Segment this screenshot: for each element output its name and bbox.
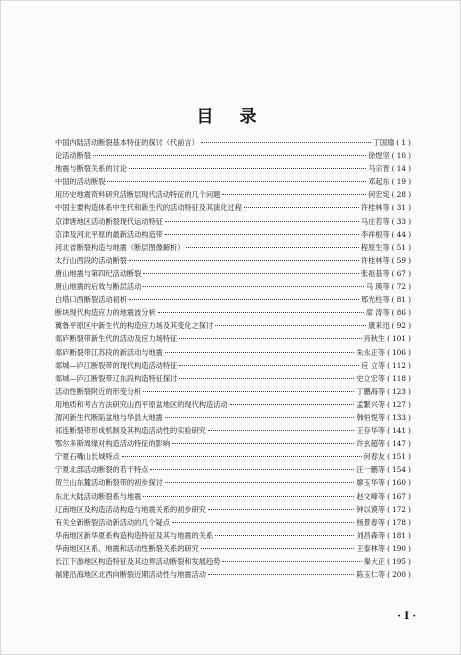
toc-entry-author: 秦大正: [363, 557, 386, 566]
dot-leader: [222, 194, 366, 195]
toc-entry[interactable]: [55, 254, 411, 267]
dot-leader: [150, 469, 354, 470]
toc-entry-page: ( 31 ): [391, 203, 411, 213]
toc-entry-page: ( 154 ): [387, 465, 411, 475]
toc-entry-title: 郯城—庐江断裂带的现代构造活动特征: [55, 360, 178, 370]
dot-leader: [143, 496, 354, 497]
toc-entry-title: 渭河新生代断陷盆地与华县大地震: [55, 412, 163, 422]
dot-leader: [129, 260, 359, 261]
dot-leader: [201, 548, 355, 549]
toc-entry-page: ( 44 ): [391, 229, 411, 239]
toc-entry-author: 王泰林等: [356, 543, 386, 553]
toc-entry-author: 马宗晋: [368, 164, 390, 174]
toc-entry-page: ( 14 ): [391, 164, 411, 174]
toc-entry[interactable]: [55, 162, 411, 175]
page-number: · I ·: [397, 611, 416, 622]
toc-entry-author: 邓起东: [368, 177, 390, 187]
toc-entry-title: 宁夏北部活动断裂的若干特点: [55, 465, 149, 475]
toc-entry[interactable]: [55, 188, 411, 201]
dot-leader: [208, 509, 354, 510]
toc-entry-title: 冀鲁平原区中新生代的构造应力场及其变化之探讨: [55, 321, 214, 331]
toc-entry-title: 宁夏石嘴山长城特点: [55, 452, 120, 462]
toc-entry-title: 郯城—庐江断裂带辽东段构造特征探讨: [55, 373, 178, 383]
toc-entry-author: 应 立等: [361, 360, 386, 370]
dot-leader: [179, 378, 354, 379]
toc-entry-author: 杨景春等: [356, 517, 386, 527]
toc-entry[interactable]: [55, 516, 411, 529]
toc-entry-page: ( 28 ): [391, 190, 411, 200]
toc-entry[interactable]: [55, 306, 411, 319]
dot-leader: [215, 325, 366, 326]
toc-entry-page: ( 1 ): [396, 138, 411, 147]
toc-entry-title: 河北省断裂构造与地震（断层图像解析）: [55, 242, 185, 252]
toc-entry[interactable]: [55, 411, 411, 424]
toc-entry[interactable]: [55, 241, 411, 254]
toc-entry-title: 福建沿海地区北西向断裂近期活动性与地震活动: [55, 570, 206, 580]
dot-leader: [208, 574, 354, 575]
toc-entry-page: ( 178 ): [387, 517, 411, 527]
toc-entry-author: 许桂林等: [360, 255, 390, 265]
dot-leader: [122, 456, 362, 457]
toc-entry-author: 丁国瑜: [372, 138, 395, 147]
dot-leader: [172, 522, 354, 523]
toc-entry-page: ( 200 ): [387, 570, 411, 580]
toc-entry[interactable]: [55, 215, 411, 228]
page-title: 目 录: [196, 107, 267, 127]
toc-entry-author: 张祖基等: [360, 268, 390, 278]
toc-entry[interactable]: [55, 359, 411, 372]
toc-entry-author: 陈玉仁等: [356, 570, 386, 580]
toc-entry-title: 中国的活动断裂: [55, 177, 106, 187]
toc-entry-page: ( 51 ): [391, 242, 411, 252]
toc-entry-author: 徐煜坚: [368, 151, 390, 161]
dot-leader: [158, 312, 364, 313]
toc-entry-author: 韩恒悦等: [356, 412, 386, 422]
toc-entry-title: 太行山西段的活动断裂: [55, 255, 127, 265]
dot-leader: [230, 404, 355, 405]
toc-entry-page: ( 123 ): [387, 386, 411, 396]
toc-entry-author: 汪一鹏等: [356, 465, 386, 475]
toc-entry[interactable]: [55, 555, 411, 568]
toc-entry-title: 地震与断裂关系的讨论: [55, 164, 127, 174]
toc-entry-title: 唐山地震的后效与断层活动: [55, 282, 142, 292]
table-of-contents: [55, 136, 411, 581]
toc-entry-page: ( 190 ): [387, 543, 411, 553]
toc-entry[interactable]: [55, 424, 411, 437]
toc-entry-author: 史立宏等: [356, 373, 386, 383]
toc-entry-title: 中国内陆活动断裂基本特征的探讨（代前言）: [55, 138, 199, 147]
toc-entry-page: ( 106 ): [387, 347, 411, 357]
toc-entry-page: ( 92 ): [391, 321, 411, 331]
toc-entry-page: ( 133 ): [387, 412, 411, 422]
toc-entry[interactable]: [55, 319, 411, 332]
dot-leader: [201, 142, 371, 143]
dot-leader: [179, 365, 359, 366]
dot-leader: [143, 391, 354, 392]
toc-entry[interactable]: [55, 149, 411, 162]
toc-entry-author: 肖秋生: [363, 334, 386, 344]
toc-entry-author: 康来迅: [368, 321, 390, 331]
toc-entry-title: 断块现代构造应力的地震波分析: [55, 308, 156, 318]
toc-entry-page: ( 118 ): [387, 373, 411, 383]
dot-leader: [172, 443, 354, 444]
dot-leader: [129, 299, 359, 300]
dot-leader: [165, 352, 355, 353]
toc-entry-title: 京津及河北平原的最新活动构造带: [55, 229, 163, 239]
toc-entry-page: ( 181 ): [387, 530, 411, 540]
toc-entry-author: 廖玉华等: [356, 478, 386, 488]
toc-entry-page: ( 67 ): [391, 268, 411, 278]
toc-entry-author: 刘昌森等: [356, 530, 386, 540]
toc-entry-author: 王存华等: [356, 426, 386, 436]
toc-entry[interactable]: [55, 503, 411, 516]
dot-leader: [222, 561, 361, 562]
toc-entry[interactable]: [55, 450, 411, 463]
toc-entry-title: 郯庐断裂带新生代的活动及应力场特征: [55, 334, 178, 344]
toc-entry-author: 孟繁兴等: [356, 399, 386, 409]
toc-entry-title: 华南地区区系、地震和活动性断裂关系的研究: [55, 543, 199, 553]
toc-entry-author: 邢光柱等: [360, 295, 390, 305]
toc-entry[interactable]: [55, 332, 411, 345]
toc-entry[interactable]: [55, 175, 411, 188]
toc-entry-author: 马庄若等: [360, 216, 390, 226]
toc-entry[interactable]: [55, 372, 411, 385]
toc-entry[interactable]: [55, 398, 411, 411]
toc-entry[interactable]: [55, 529, 411, 542]
toc-entry-page: ( 10 ): [391, 151, 411, 161]
toc-entry-title: 有关全新断裂活动新活动的几个疑点: [55, 517, 171, 527]
toc-entry-title: 用历史地震资料研究活断层现代活动特征的几个问题: [55, 190, 221, 200]
toc-entry[interactable]: [55, 542, 411, 555]
dot-leader: [165, 221, 359, 222]
toc-entry-title: 中国主要构造体系中生代和新生代的活动特征及其演化过程: [55, 203, 242, 213]
toc-entry-author: 李祥根等: [360, 229, 390, 239]
dot-leader: [93, 155, 366, 156]
toc-entry-title: 辽南地区及构造活动构造与地震关系的初步研究: [55, 504, 206, 514]
toc-entry[interactable]: [55, 476, 411, 489]
toc-entry-title: 华南地区新华夏系构造构造特征及其与地震的关系: [55, 530, 214, 540]
toc-entry-title: 鄂尔多斯周缘对构造活动特征的影响: [55, 439, 171, 449]
dot-leader: [143, 273, 359, 274]
toc-entry-author: 席 涛等: [365, 308, 390, 318]
toc-entry-title: 白塔口西断裂活动初析: [55, 295, 127, 305]
toc-entry-author: 许桂林等: [360, 203, 390, 213]
toc-entry-title: 京津唐地区活动断裂现代运动特征: [55, 216, 163, 226]
toc-entry-title: 东北大陆活动断裂系与地震: [55, 491, 142, 501]
toc-entry-page: ( 86 ): [391, 308, 411, 318]
toc-entry-title: 唐山地震与第四纪活动断裂: [55, 268, 142, 278]
dot-leader: [165, 482, 355, 483]
toc-entry[interactable]: [55, 293, 411, 306]
toc-entry-title: 活动性断裂附近的形变分析: [55, 386, 142, 396]
dot-leader: [129, 168, 366, 169]
toc-entry-author: 程原生等: [360, 242, 390, 252]
toc-entry-author: 赵文峰等: [356, 491, 386, 501]
toc-entry-page: ( 101 ): [387, 334, 411, 344]
toc-entry-title: 贺兰山东麓活动断裂带的初步探讨: [55, 478, 163, 488]
toc-entry-page: ( 141 ): [387, 426, 411, 436]
dot-leader: [165, 234, 359, 235]
toc-entry-author: 何春友: [363, 452, 386, 462]
toc-entry[interactable]: [55, 437, 411, 450]
dot-leader: [143, 286, 364, 287]
toc-entry[interactable]: [55, 385, 411, 398]
dot-leader: [165, 417, 355, 418]
toc-entry-author: 何宏宪: [368, 190, 390, 200]
dot-leader: [186, 247, 359, 248]
toc-entry-page: ( 33 ): [391, 216, 411, 226]
toc-entry[interactable]: [55, 136, 411, 149]
dot-leader: [107, 181, 366, 182]
dot-leader: [208, 430, 354, 431]
dot-leader: [215, 535, 354, 536]
toc-entry-page: ( 127 ): [387, 399, 411, 409]
toc-entry-author: 朱永正等: [356, 347, 386, 357]
toc-entry-page: ( 172 ): [387, 504, 411, 514]
dot-leader: [179, 338, 361, 339]
toc-entry[interactable]: [55, 568, 411, 581]
toc-entry-page: ( 72 ): [391, 282, 411, 292]
toc-entry-page: ( 147 ): [387, 439, 411, 449]
toc-entry[interactable]: [55, 280, 411, 293]
toc-entry-author: 许玄超等: [356, 439, 386, 449]
toc-entry[interactable]: [55, 463, 411, 476]
toc-entry[interactable]: [55, 490, 411, 503]
toc-entry-title: 用地质和考古方法研究山西平原盆地区的现代构造活动: [55, 399, 228, 409]
toc-entry-page: ( 151 ): [387, 452, 411, 462]
toc-entry-author: 丁鹏海等: [356, 386, 386, 396]
dot-leader: [244, 207, 359, 208]
toc-entry-page: ( 112 ): [387, 360, 411, 370]
toc-entry-title: 郯庐断裂带江苏段的新活动与地震: [55, 347, 163, 357]
toc-entry[interactable]: [55, 267, 411, 280]
toc-entry[interactable]: [55, 201, 411, 214]
toc-entry-title: 长江下游地区构造特征及其边界活动断裂和发展趋势: [55, 557, 221, 566]
toc-entry-page: ( 59 ): [391, 255, 411, 265]
toc-entry-title: 祁连断裂带形成机制及其构造活动性的实验研究: [55, 426, 206, 436]
toc-entry[interactable]: [55, 346, 411, 359]
toc-entry-page: ( 19 ): [391, 177, 411, 187]
toc-entry-page: ( 167 ): [387, 491, 411, 501]
toc-entry-page: ( 160 ): [387, 478, 411, 488]
toc-entry[interactable]: [55, 228, 411, 241]
toc-entry-page: ( 195 ): [387, 557, 411, 566]
toc-entry-author: 钟以谟等: [356, 504, 386, 514]
toc-entry-title: 论活动断裂: [55, 151, 91, 161]
toc-entry-page: ( 81 ): [391, 295, 411, 305]
toc-entry-author: 马 瑛等: [365, 282, 390, 292]
